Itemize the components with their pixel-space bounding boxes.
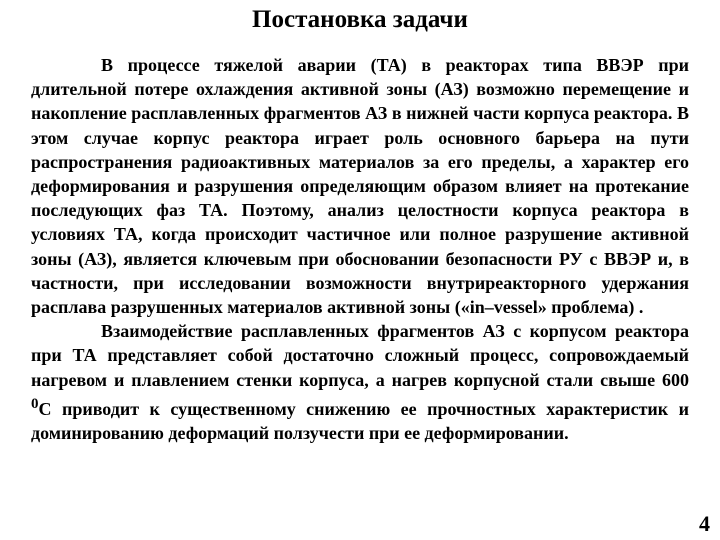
paragraph-2-part-2: С приводит к существенному снижению ее прочностных характеристик и доминированию деформаций ползучести при ее деформировании. [31,398,689,444]
body-text [31,53,689,445]
page-number: 4 [699,511,710,536]
paragraph-2 [31,319,689,445]
paragraph-2-part-1: Взаимодействие расплавленных фрагментов АЗ с корпусом реактора при ТА представляет собой достаточно сложный процесс, сопровождаемый нагревом и плавлением стенки корпуса, а нагрев корпусной стали свыше 600 [31,321,689,390]
paragraph-1: В процессе тяжелой аварии (ТА) в реакторах типа ВВЭР при длительной потере охлаждения активной зоны (АЗ) возможно перемещение и накопление расплавленных фрагментов АЗ в нижней части корпуса реактора. В этом случае корпус реактора играет роль основного барьера на пути распространения радиоактивных материалов за его пределы, а характер его деформирования и разрушения определяющим образом влияет на протекание последующих фаз ТА. Поэтому, анализ целостности корпуса реактора в условиях ТА, когда происходит частичное или полное разрушение активной зоны (АЗ), является ключевым при обосновании безопасности РУ с ВВЭР и, в частности, при исследовании возможности внутриреакторного удержания расплава разрушенных материалов активной зоны («in–vessel» проблема) . [31,55,689,318]
slide-title: Постановка задачи [252,6,468,33]
degree-superscript: 0 [31,395,39,412]
